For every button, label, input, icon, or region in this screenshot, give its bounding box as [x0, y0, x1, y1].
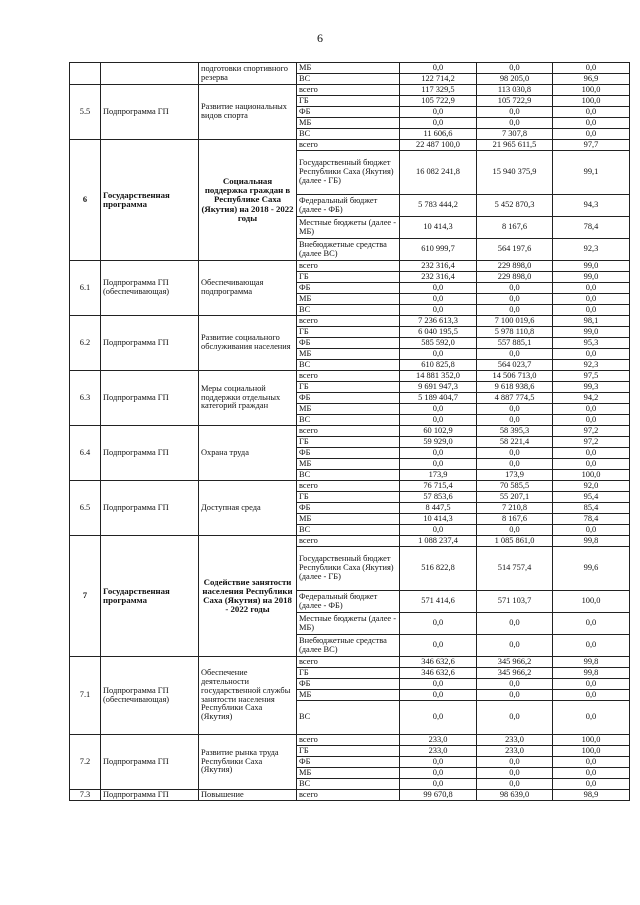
planned-amount-cell: 233,0: [400, 746, 477, 757]
funding-source-cell: всего: [297, 790, 400, 801]
program-type-cell: Подпрограмма ГП: [101, 481, 199, 536]
funding-source-cell: ФБ: [297, 757, 400, 768]
funding-source-cell: ВС: [297, 74, 400, 85]
program-name-cell: Развитие социального обслуживания населения: [199, 316, 297, 371]
funding-source-cell: ФБ: [297, 107, 400, 118]
actual-amount-cell: 5 978 110,8: [477, 327, 553, 338]
planned-amount-cell: 0,0: [400, 107, 477, 118]
percent-cell: 97,5: [553, 371, 630, 382]
percent-cell: 97,7: [553, 140, 630, 151]
percent-cell: 0,0: [553, 415, 630, 426]
program-name-cell: Социальная поддержка граждан в Республике Саха (Якутия) на 2018 - 2022 годы: [199, 140, 297, 261]
percent-cell: 99,0: [553, 327, 630, 338]
planned-amount-cell: 0,0: [400, 448, 477, 459]
percent-cell: 0,0: [553, 525, 630, 536]
table-row: [70, 261, 630, 272]
funding-source-cell: ВС: [297, 360, 400, 371]
planned-amount-cell: 8 447,5: [400, 503, 477, 514]
actual-amount-cell: 173,9: [477, 470, 553, 481]
actual-amount-cell: 557 885,1: [477, 338, 553, 349]
funding-source-cell: всего: [297, 85, 400, 96]
funding-source-cell: МБ: [297, 63, 400, 74]
actual-amount-cell: 14 506 713,0: [477, 371, 553, 382]
actual-amount-cell: 5 452 870,3: [477, 195, 553, 217]
actual-amount-cell: 21 965 611,5: [477, 140, 553, 151]
planned-amount-cell: 99 670,8: [400, 790, 477, 801]
funding-source-cell: Федеральный бюджет (далее - ФБ): [297, 591, 400, 613]
percent-cell: 0,0: [553, 305, 630, 316]
planned-amount-cell: 10 414,3: [400, 217, 477, 239]
funding-source-cell: всего: [297, 536, 400, 547]
program-name-cell: Повышение: [199, 790, 297, 801]
program-type-cell: Подпрограмма ГП: [101, 85, 199, 140]
funding-source-cell: всего: [297, 657, 400, 668]
actual-amount-cell: 0,0: [477, 283, 553, 294]
actual-amount-cell: 0,0: [477, 701, 553, 735]
planned-amount-cell: 0,0: [400, 283, 477, 294]
actual-amount-cell: 0,0: [477, 448, 553, 459]
planned-amount-cell: 57 853,6: [400, 492, 477, 503]
percent-cell: 98,9: [553, 790, 630, 801]
table-row: [70, 790, 630, 801]
funding-source-cell: Государственный бюджет Республики Саха (Якутия) (далее - ГБ): [297, 547, 400, 591]
actual-amount-cell: 113 030,8: [477, 85, 553, 96]
planned-amount-cell: 0,0: [400, 768, 477, 779]
funding-source-cell: ГБ: [297, 746, 400, 757]
table-row: [70, 316, 630, 327]
percent-cell: 92,3: [553, 239, 630, 261]
percent-cell: 95,3: [553, 338, 630, 349]
funding-source-cell: Федеральный бюджет (далее - ФБ): [297, 195, 400, 217]
funding-source-cell: всего: [297, 316, 400, 327]
planned-amount-cell: 7 236 613,3: [400, 316, 477, 327]
planned-amount-cell: 59 929,0: [400, 437, 477, 448]
funding-source-cell: ГБ: [297, 272, 400, 283]
percent-cell: 0,0: [553, 701, 630, 735]
actual-amount-cell: 0,0: [477, 349, 553, 360]
percent-cell: 97,2: [553, 437, 630, 448]
funding-source-cell: ГБ: [297, 437, 400, 448]
table-row: [70, 140, 630, 151]
percent-cell: 85,4: [553, 503, 630, 514]
planned-amount-cell: 1 088 237,4: [400, 536, 477, 547]
program-type-cell: Подпрограмма ГП: [101, 426, 199, 481]
program-type-cell: Государственная программа: [101, 536, 199, 657]
actual-amount-cell: 233,0: [477, 735, 553, 746]
percent-cell: 0,0: [553, 63, 630, 74]
funding-source-cell: всего: [297, 140, 400, 151]
percent-cell: 99,6: [553, 547, 630, 591]
program-type-cell: Подпрограмма ГП: [101, 316, 199, 371]
percent-cell: 100,0: [553, 470, 630, 481]
program-name-cell: Обеспечение деятельности государственной службы занятости населения Республики Саха (Якутия): [199, 657, 297, 735]
actual-amount-cell: 58 221,4: [477, 437, 553, 448]
table-row: [70, 426, 630, 437]
percent-cell: 92,3: [553, 360, 630, 371]
actual-amount-cell: 55 207,1: [477, 492, 553, 503]
row-number-cell: 6.2: [70, 316, 101, 371]
funding-source-cell: ФБ: [297, 679, 400, 690]
program-name-cell: Охрана труда: [199, 426, 297, 481]
funding-source-cell: МБ: [297, 404, 400, 415]
percent-cell: 100,0: [553, 591, 630, 613]
funding-source-cell: ВС: [297, 525, 400, 536]
planned-amount-cell: 0,0: [400, 635, 477, 657]
funding-source-cell: ФБ: [297, 448, 400, 459]
funding-source-cell: ВС: [297, 305, 400, 316]
planned-amount-cell: 0,0: [400, 459, 477, 470]
funding-source-cell: всего: [297, 735, 400, 746]
planned-amount-cell: 585 592,0: [400, 338, 477, 349]
actual-amount-cell: 571 103,7: [477, 591, 553, 613]
planned-amount-cell: 0,0: [400, 690, 477, 701]
planned-amount-cell: 105 722,9: [400, 96, 477, 107]
funding-source-cell: всего: [297, 481, 400, 492]
program-type-cell: Подпрограмма ГП (обеспечивающая): [101, 657, 199, 735]
planned-amount-cell: 516 822,8: [400, 547, 477, 591]
planned-amount-cell: 6 040 195,5: [400, 327, 477, 338]
actual-amount-cell: 8 167,6: [477, 514, 553, 525]
funding-source-cell: ВС: [297, 470, 400, 481]
planned-amount-cell: 610 825,8: [400, 360, 477, 371]
funding-source-cell: ВС: [297, 129, 400, 140]
funding-source-cell: ФБ: [297, 503, 400, 514]
planned-amount-cell: 122 714,2: [400, 74, 477, 85]
percent-cell: 0,0: [553, 613, 630, 635]
row-number-cell: [70, 63, 101, 85]
program-name-cell: Обеспечивающая подпрограмма: [199, 261, 297, 316]
actual-amount-cell: 0,0: [477, 305, 553, 316]
percent-cell: 0,0: [553, 768, 630, 779]
funding-source-cell: ВС: [297, 415, 400, 426]
actual-amount-cell: 0,0: [477, 613, 553, 635]
table-row: [70, 63, 630, 74]
actual-amount-cell: 0,0: [477, 107, 553, 118]
percent-cell: 97,2: [553, 426, 630, 437]
funding-source-cell: МБ: [297, 514, 400, 525]
page-number: 6: [317, 31, 323, 45]
funding-source-cell: МБ: [297, 118, 400, 129]
actual-amount-cell: 0,0: [477, 118, 553, 129]
percent-cell: 0,0: [553, 118, 630, 129]
funding-source-cell: всего: [297, 426, 400, 437]
program-name-cell: Развитие национальных видов спорта: [199, 85, 297, 140]
planned-amount-cell: 11 606,6: [400, 129, 477, 140]
funding-source-cell: ГБ: [297, 382, 400, 393]
actual-amount-cell: 0,0: [477, 679, 553, 690]
actual-amount-cell: 0,0: [477, 768, 553, 779]
planned-amount-cell: 346 632,6: [400, 668, 477, 679]
planned-amount-cell: 0,0: [400, 294, 477, 305]
percent-cell: 0,0: [553, 404, 630, 415]
percent-cell: 100,0: [553, 746, 630, 757]
percent-cell: 99,0: [553, 272, 630, 283]
planned-amount-cell: 0,0: [400, 63, 477, 74]
actual-amount-cell: 564 197,6: [477, 239, 553, 261]
planned-amount-cell: 10 414,3: [400, 514, 477, 525]
percent-cell: 100,0: [553, 96, 630, 107]
planned-amount-cell: 0,0: [400, 613, 477, 635]
actual-amount-cell: 7 307,8: [477, 129, 553, 140]
row-number-cell: 6.1: [70, 261, 101, 316]
table-row: [70, 85, 630, 96]
actual-amount-cell: 0,0: [477, 690, 553, 701]
budget-table: [69, 62, 630, 801]
funding-source-cell: МБ: [297, 768, 400, 779]
actual-amount-cell: 0,0: [477, 294, 553, 305]
planned-amount-cell: 610 999,7: [400, 239, 477, 261]
percent-cell: 99,1: [553, 151, 630, 195]
planned-amount-cell: 0,0: [400, 415, 477, 426]
actual-amount-cell: 9 618 938,6: [477, 382, 553, 393]
row-number-cell: 7.3: [70, 790, 101, 801]
planned-amount-cell: 0,0: [400, 679, 477, 690]
funding-source-cell: МБ: [297, 294, 400, 305]
actual-amount-cell: 0,0: [477, 635, 553, 657]
table-row: [70, 735, 630, 746]
program-type-cell: Подпрограмма ГП (обеспечивающая): [101, 261, 199, 316]
planned-amount-cell: 232 316,4: [400, 272, 477, 283]
percent-cell: 0,0: [553, 349, 630, 360]
percent-cell: 94,3: [553, 195, 630, 217]
funding-source-cell: МБ: [297, 459, 400, 470]
percent-cell: 0,0: [553, 690, 630, 701]
percent-cell: 0,0: [553, 129, 630, 140]
actual-amount-cell: 105 722,9: [477, 96, 553, 107]
percent-cell: 96,9: [553, 74, 630, 85]
funding-source-cell: ГБ: [297, 96, 400, 107]
actual-amount-cell: 70 585,5: [477, 481, 553, 492]
actual-amount-cell: 233,0: [477, 746, 553, 757]
planned-amount-cell: 0,0: [400, 779, 477, 790]
planned-amount-cell: 571 414,6: [400, 591, 477, 613]
funding-source-cell: Государственный бюджет Республики Саха (Якутия) (далее - ГБ): [297, 151, 400, 195]
program-type-cell: Подпрограмма ГП: [101, 735, 199, 790]
actual-amount-cell: 7 210,8: [477, 503, 553, 514]
planned-amount-cell: 5 189 404,7: [400, 393, 477, 404]
percent-cell: 0,0: [553, 107, 630, 118]
percent-cell: 99,8: [553, 668, 630, 679]
planned-amount-cell: 0,0: [400, 305, 477, 316]
planned-amount-cell: 0,0: [400, 404, 477, 415]
planned-amount-cell: 233,0: [400, 735, 477, 746]
percent-cell: 0,0: [553, 283, 630, 294]
table-row: [70, 536, 630, 547]
funding-source-cell: Местные бюджеты (далее - МБ): [297, 217, 400, 239]
actual-amount-cell: 345 966,2: [477, 668, 553, 679]
row-number-cell: 6.4: [70, 426, 101, 481]
percent-cell: 0,0: [553, 779, 630, 790]
funding-source-cell: ВС: [297, 779, 400, 790]
row-number-cell: 5.5: [70, 85, 101, 140]
percent-cell: 0,0: [553, 757, 630, 768]
planned-amount-cell: 0,0: [400, 349, 477, 360]
funding-source-cell: ГБ: [297, 492, 400, 503]
actual-amount-cell: 229 898,0: [477, 261, 553, 272]
row-number-cell: 7.1: [70, 657, 101, 735]
percent-cell: 78,4: [553, 217, 630, 239]
program-type-cell: Подпрограмма ГП: [101, 371, 199, 426]
actual-amount-cell: 229 898,0: [477, 272, 553, 283]
program-name-cell: Содействие занятости населения Республики Саха (Якутия) на 2018 - 2022 годы: [199, 536, 297, 657]
table-row: [70, 371, 630, 382]
actual-amount-cell: 15 940 375,9: [477, 151, 553, 195]
planned-amount-cell: 5 783 444,2: [400, 195, 477, 217]
funding-source-cell: ГБ: [297, 668, 400, 679]
planned-amount-cell: 9 691 947,3: [400, 382, 477, 393]
funding-source-cell: всего: [297, 371, 400, 382]
row-number-cell: 7.2: [70, 735, 101, 790]
actual-amount-cell: 0,0: [477, 404, 553, 415]
actual-amount-cell: 564 023,7: [477, 360, 553, 371]
actual-amount-cell: 0,0: [477, 757, 553, 768]
planned-amount-cell: 22 487 100,0: [400, 140, 477, 151]
percent-cell: 92,0: [553, 481, 630, 492]
program-type-cell: Подпрограмма ГП: [101, 790, 199, 801]
percent-cell: 99,8: [553, 536, 630, 547]
funding-source-cell: МБ: [297, 349, 400, 360]
planned-amount-cell: 14 881 352,0: [400, 371, 477, 382]
percent-cell: 78,4: [553, 514, 630, 525]
percent-cell: 99,8: [553, 657, 630, 668]
actual-amount-cell: 0,0: [477, 525, 553, 536]
planned-amount-cell: 0,0: [400, 757, 477, 768]
percent-cell: 0,0: [553, 635, 630, 657]
percent-cell: 99,0: [553, 261, 630, 272]
planned-amount-cell: 117 329,5: [400, 85, 477, 96]
percent-cell: 0,0: [553, 294, 630, 305]
percent-cell: 0,0: [553, 679, 630, 690]
percent-cell: 0,0: [553, 459, 630, 470]
funding-source-cell: ГБ: [297, 327, 400, 338]
percent-cell: 100,0: [553, 735, 630, 746]
program-name-cell: подготовки спортивного резерва: [199, 63, 297, 85]
actual-amount-cell: 98 205,0: [477, 74, 553, 85]
actual-amount-cell: 7 100 019,6: [477, 316, 553, 327]
program-type-cell: Государственная программа: [101, 140, 199, 261]
actual-amount-cell: 4 887 774,5: [477, 393, 553, 404]
actual-amount-cell: 1 085 861,0: [477, 536, 553, 547]
planned-amount-cell: 173,9: [400, 470, 477, 481]
planned-amount-cell: 0,0: [400, 701, 477, 735]
actual-amount-cell: 0,0: [477, 459, 553, 470]
program-type-cell: [101, 63, 199, 85]
funding-source-cell: ФБ: [297, 283, 400, 294]
funding-source-cell: МБ: [297, 690, 400, 701]
row-number-cell: 6: [70, 140, 101, 261]
actual-amount-cell: 8 167,6: [477, 217, 553, 239]
table-row: [70, 481, 630, 492]
percent-cell: 95,4: [553, 492, 630, 503]
planned-amount-cell: 60 102,9: [400, 426, 477, 437]
funding-source-cell: Внебюджетные средства (далее ВС): [297, 239, 400, 261]
funding-source-cell: Внебюджетные средства (далее ВС): [297, 635, 400, 657]
percent-cell: 0,0: [553, 448, 630, 459]
funding-source-cell: всего: [297, 261, 400, 272]
actual-amount-cell: 0,0: [477, 415, 553, 426]
row-number-cell: 6.3: [70, 371, 101, 426]
table-row: [70, 657, 630, 668]
funding-source-cell: Местные бюджеты (далее - МБ): [297, 613, 400, 635]
program-name-cell: Развитие рынка труда Республики Саха (Якутия): [199, 735, 297, 790]
planned-amount-cell: 76 715,4: [400, 481, 477, 492]
row-number-cell: 6.5: [70, 481, 101, 536]
planned-amount-cell: 232 316,4: [400, 261, 477, 272]
percent-cell: 98,1: [553, 316, 630, 327]
planned-amount-cell: 0,0: [400, 118, 477, 129]
percent-cell: 99,3: [553, 382, 630, 393]
funding-source-cell: ВС: [297, 701, 400, 735]
actual-amount-cell: 0,0: [477, 63, 553, 74]
actual-amount-cell: 98 639,0: [477, 790, 553, 801]
planned-amount-cell: 0,0: [400, 525, 477, 536]
program-name-cell: Меры социальной поддержки отдельных категорий граждан: [199, 371, 297, 426]
program-name-cell: Доступная среда: [199, 481, 297, 536]
planned-amount-cell: 16 082 241,8: [400, 151, 477, 195]
funding-source-cell: ФБ: [297, 393, 400, 404]
funding-source-cell: ФБ: [297, 338, 400, 349]
planned-amount-cell: 346 632,6: [400, 657, 477, 668]
actual-amount-cell: 58 395,3: [477, 426, 553, 437]
actual-amount-cell: 514 757,4: [477, 547, 553, 591]
percent-cell: 94,2: [553, 393, 630, 404]
percent-cell: 100,0: [553, 85, 630, 96]
actual-amount-cell: 345 966,2: [477, 657, 553, 668]
row-number-cell: 7: [70, 536, 101, 657]
actual-amount-cell: 0,0: [477, 779, 553, 790]
